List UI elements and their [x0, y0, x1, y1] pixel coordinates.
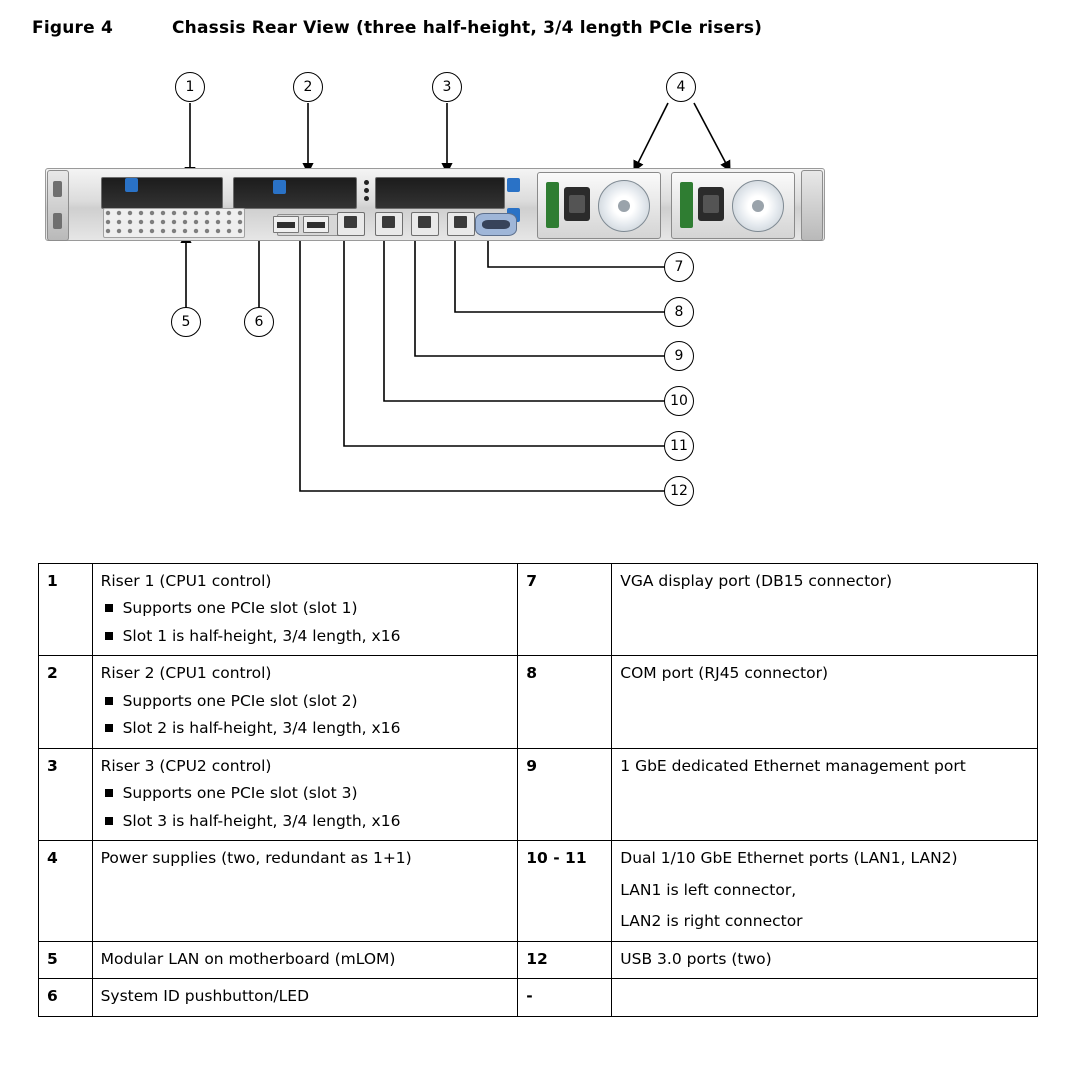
legend-number: 5	[39, 941, 93, 978]
chassis-rear-view-diagram	[0, 55, 1080, 525]
com-port	[411, 212, 439, 236]
legend-number: 9	[518, 748, 612, 840]
legend-number: 12	[518, 941, 612, 978]
table-row	[39, 941, 1038, 978]
chassis-vent-grille	[103, 208, 245, 238]
pcie-slot-2	[233, 177, 357, 209]
psu-handle	[680, 182, 693, 228]
legend-bullet: Slot 2 is half-height, 3/4 length, x16	[101, 717, 510, 739]
callout-4: 4	[666, 72, 696, 102]
legend-bullet: Supports one PCIe slot (slot 2)	[101, 690, 510, 712]
legend-number: 6	[39, 979, 93, 1016]
legend-title: USB 3.0 ports (two)	[620, 949, 772, 968]
legend-number: 1	[39, 564, 93, 656]
legend-description	[612, 941, 1038, 978]
legend-title: Riser 2 (CPU1 control)	[100, 664, 272, 683]
figure-title: Chassis Rear View (three half-height, 3/4 length PCIe risers)	[172, 18, 763, 38]
legend-description	[92, 748, 518, 840]
legend-number: 10 - 11	[518, 841, 612, 941]
ear-hole	[53, 181, 62, 197]
legend-bullets	[101, 782, 510, 832]
legend-description	[612, 656, 1038, 748]
legend-description	[612, 841, 1038, 941]
riser-blue-tab	[125, 178, 138, 192]
callout-11: 11	[664, 431, 694, 461]
legend-description	[612, 748, 1038, 840]
callout-7: 7	[664, 252, 694, 282]
callout-leader-lines	[0, 55, 1080, 525]
callout-6: 6	[244, 307, 274, 337]
legend-number: 7	[518, 564, 612, 656]
usb-port-1	[273, 216, 299, 233]
lan1-port	[337, 212, 365, 236]
legend-bullets	[101, 690, 510, 740]
legend-title: Dual 1/10 GbE Ethernet ports (LAN1, LAN2)	[620, 849, 958, 868]
riser-screw-dots	[361, 177, 372, 207]
power-supply-1	[537, 172, 661, 239]
legend-title: Riser 1 (CPU1 control)	[100, 572, 272, 590]
legend-title: Modular LAN on motherboard (mLOM)	[100, 949, 396, 968]
table-row	[39, 979, 1038, 1016]
legend-title: System ID pushbutton/LED	[100, 987, 310, 1006]
callout-5: 5	[171, 307, 201, 337]
legend-number: 3	[39, 748, 93, 840]
callout-3: 3	[432, 72, 462, 102]
legend-bullet: Supports one PCIe slot (slot 3)	[101, 782, 510, 804]
figure-caption	[32, 18, 762, 38]
legend-title: COM port (RJ45 connector)	[620, 664, 829, 683]
chassis-left-ear	[47, 170, 69, 241]
callout-legend-table	[38, 563, 1038, 1017]
legend-number: 8	[518, 656, 612, 748]
usb-port-2	[303, 216, 329, 233]
callout-9: 9	[664, 341, 694, 371]
legend-number: 4	[39, 841, 93, 941]
management-port	[447, 212, 475, 236]
legend-bullet: Slot 3 is half-height, 3/4 length, x16	[101, 810, 510, 832]
pcie-slot-1	[101, 177, 223, 209]
callout-10: 10	[664, 386, 694, 416]
legend-description	[612, 564, 1038, 656]
table-row	[39, 841, 1038, 941]
legend-title: Riser 3 (CPU2 control)	[100, 756, 272, 775]
legend-description	[92, 941, 518, 978]
lan2-port	[375, 212, 403, 236]
legend-number: 2	[39, 656, 93, 748]
legend-line: LAN1 is left connector,	[620, 880, 797, 899]
callout-8: 8	[664, 297, 694, 327]
psu-handle	[546, 182, 559, 228]
chassis-right-ear	[801, 170, 823, 241]
legend-description	[92, 979, 518, 1016]
table-row	[39, 748, 1038, 840]
legend-bullet: Supports one PCIe slot (slot 1)	[101, 597, 510, 619]
psu-fan	[732, 180, 784, 232]
legend-title: 1 GbE dedicated Ethernet management port	[620, 756, 966, 775]
ear-hole	[53, 213, 62, 229]
legend-number: -	[518, 979, 612, 1016]
callout-1: 1	[175, 72, 205, 102]
legend-description	[92, 656, 518, 748]
legend-bullets	[101, 597, 510, 647]
pcie-slot-3	[375, 177, 505, 209]
legend-bullet: Slot 1 is half-height, 3/4 length, x16	[101, 625, 510, 647]
psu-power-connector	[564, 187, 590, 221]
table-row	[39, 564, 1038, 656]
legend-title: Power supplies (two, redundant as 1+1)	[100, 849, 412, 868]
callout-2: 2	[293, 72, 323, 102]
riser-blue-tab	[507, 178, 520, 192]
server-chassis-image	[45, 168, 825, 241]
legend-description	[92, 841, 518, 941]
riser-blue-tab	[273, 180, 286, 194]
legend-description	[92, 564, 518, 656]
legend-description	[612, 979, 1038, 1016]
vga-port	[475, 213, 517, 236]
callout-12: 12	[664, 476, 694, 506]
power-supply-2	[671, 172, 795, 239]
table-row	[39, 656, 1038, 748]
psu-fan	[598, 180, 650, 232]
figure-label: Figure 4	[32, 18, 113, 38]
legend-title: VGA display port (DB15 connector)	[620, 572, 893, 590]
legend-line: LAN2 is right connector	[620, 912, 803, 931]
psu-power-connector	[698, 187, 724, 221]
